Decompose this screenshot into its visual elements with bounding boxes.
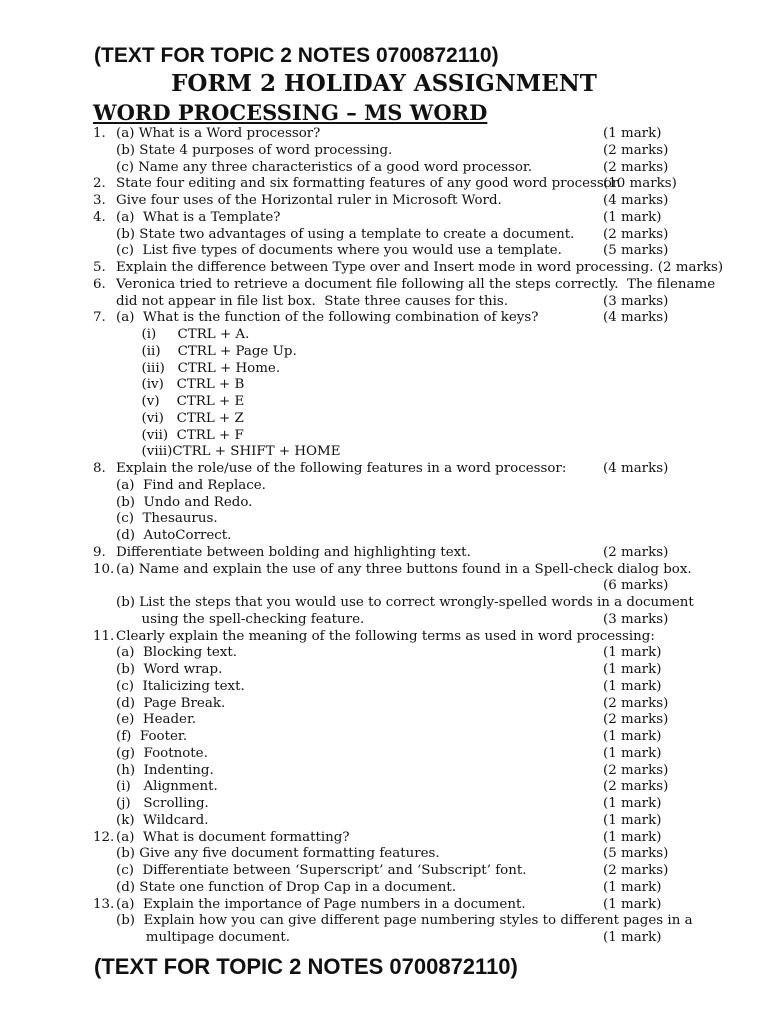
question-marks: (2 marks) bbox=[603, 226, 669, 242]
question-marks: (10 marks) bbox=[603, 176, 677, 192]
question-text: (a) What is a Template? bbox=[116, 209, 281, 225]
question-text: (ii) CTRL + Page Up. bbox=[116, 343, 297, 359]
question-text: did not appear in file list box. State three causes for this. bbox=[116, 293, 509, 309]
question-text: using the spell-checking feature. bbox=[116, 611, 365, 627]
question-marks: (5 marks) bbox=[603, 243, 669, 259]
question-text: (c) Name any three characteristics of a good word processor. bbox=[116, 159, 533, 175]
question-text: (vii) CTRL + F bbox=[116, 427, 244, 443]
question-marks: (2 marks) bbox=[603, 544, 669, 560]
question-marks: (1 mark) bbox=[603, 930, 662, 945]
question-number: 12. bbox=[93, 829, 115, 845]
question-number: 7. bbox=[93, 310, 106, 326]
question-text: (b) Give any five document formatting features. bbox=[116, 846, 440, 862]
question-text: (b) Word wrap. bbox=[116, 662, 223, 677]
question-marks: (1 mark) bbox=[603, 126, 662, 141]
question-text: (iii) CTRL + Home. bbox=[116, 360, 281, 376]
question-marks: (1 mark) bbox=[603, 645, 662, 661]
question-text: (a) What is the function of the following combination of keys? bbox=[116, 310, 539, 326]
question-text: (g) Footnote. bbox=[116, 745, 208, 761]
question-marks: (2 marks) bbox=[603, 159, 669, 175]
question-number: 5. bbox=[93, 260, 106, 275]
question-text: (iv) CTRL + B bbox=[116, 377, 245, 393]
question-number: 3. bbox=[93, 193, 106, 208]
question-text: (b) Undo and Redo. bbox=[116, 494, 253, 510]
question-text: (a) What is document formatting? bbox=[116, 829, 350, 845]
question-number: 2. bbox=[93, 176, 106, 192]
question-marks: (1 mark) bbox=[603, 812, 662, 828]
question-marks: (4 marks) bbox=[603, 310, 669, 326]
question-number: 9. bbox=[93, 544, 106, 560]
question-text: (e) Header. bbox=[116, 712, 197, 728]
question-text: Clearly explain the meaning of the following terms as used in word processing: bbox=[116, 628, 655, 644]
page-title: FORM 2 HOLIDAY ASSIGNMENT bbox=[171, 70, 597, 97]
question-text: (viii)CTRL + SHIFT + HOME bbox=[116, 444, 341, 460]
question-text: Explain the role/use of the following features in a word processor: bbox=[116, 461, 567, 476]
question-marks: (1 mark) bbox=[603, 829, 662, 845]
question-text: (c) Thesaurus. bbox=[116, 511, 218, 527]
question-number: 13. bbox=[93, 896, 115, 912]
question-marks: (1 mark) bbox=[603, 678, 662, 694]
question-number: 11. bbox=[93, 628, 115, 644]
question-text: (f) Footer. bbox=[116, 729, 188, 744]
question-text: (b) State two advantages of using a template to create a document. bbox=[116, 226, 575, 242]
question-text: (h) Indenting. bbox=[116, 762, 214, 778]
question-marks: (1 mark) bbox=[603, 662, 662, 677]
question-number: 10. bbox=[93, 561, 115, 577]
question-text: (b) List the steps that you would use to correct wrongly-spelled words in a document bbox=[116, 595, 694, 610]
question-marks: (1 mark) bbox=[603, 745, 662, 761]
question-text: (b) State 4 purposes of word processing. bbox=[116, 142, 393, 158]
question-text: State four editing and six formatting features of any good word processor. bbox=[116, 176, 622, 192]
question-text: (c) Italicizing text. bbox=[116, 678, 245, 694]
question-marks: (3 marks) bbox=[603, 293, 669, 309]
question-number: 1. bbox=[93, 126, 106, 141]
question-text: Explain the difference between Type over and Insert mode in word processing. (2 marks) bbox=[116, 260, 724, 275]
header-bottom: (TEXT FOR TOPIC 2 NOTES 0700872110) bbox=[94, 954, 518, 979]
question-text: (v) CTRL + E bbox=[116, 394, 245, 409]
question-marks: (2 marks) bbox=[603, 712, 669, 728]
question-number: 6. bbox=[93, 276, 106, 292]
question-text: (d) AutoCorrect. bbox=[116, 528, 232, 543]
question-text: Veronica tried to retrieve a document file following all the steps correctly. The filename bbox=[116, 276, 716, 292]
question-number: 4. bbox=[93, 209, 106, 225]
question-text: Give four uses of the Horizontal ruler in Microsoft Word. bbox=[116, 193, 502, 208]
question-marks: (3 marks) bbox=[603, 611, 669, 627]
question-marks: (2 marks) bbox=[603, 762, 669, 778]
question-marks: (6 marks) bbox=[603, 578, 669, 594]
question-text: (b) Explain how you can give different page numbering styles to different pages in a bbox=[116, 913, 693, 929]
question-text: (a) Explain the importance of Page numbers in a document. bbox=[116, 896, 526, 912]
question-text: (vi) CTRL + Z bbox=[116, 410, 244, 426]
question-text: (c) List five types of documents where you would use a template. bbox=[116, 243, 562, 259]
question-marks: (1 mark) bbox=[603, 896, 662, 912]
question-marks: (4 marks) bbox=[603, 193, 669, 208]
question-marks: (1 mark) bbox=[603, 729, 662, 744]
question-text: (k) Wildcard. bbox=[116, 812, 209, 828]
question-text: (j) Scrolling. bbox=[116, 796, 209, 811]
question-marks: (4 marks) bbox=[603, 461, 669, 476]
question-text: Differentiate between bolding and highlighting text. bbox=[116, 544, 471, 560]
question-text: (i) Alignment. bbox=[116, 779, 218, 795]
question-marks: (1 mark) bbox=[603, 796, 662, 811]
question-text: multipage document. bbox=[116, 930, 291, 945]
header-top: (TEXT FOR TOPIC 2 NOTES 0700872110) bbox=[94, 44, 499, 67]
page-subtitle: WORD PROCESSING – MS WORD bbox=[93, 100, 488, 125]
question-text: (a) Blocking text. bbox=[116, 645, 237, 661]
question-marks: (5 marks) bbox=[603, 846, 669, 862]
question-text: (c) Differentiate between ‘Superscript’ and ‘Subscript’ font. bbox=[116, 863, 527, 878]
question-marks: (2 marks) bbox=[603, 863, 669, 878]
question-text: (a) Find and Replace. bbox=[116, 477, 266, 493]
question-marks: (2 marks) bbox=[603, 142, 669, 158]
question-text: (i) CTRL + A. bbox=[116, 327, 250, 342]
question-number: 8. bbox=[93, 461, 106, 476]
question-text: (d) Page Break. bbox=[116, 695, 226, 711]
question-marks: (2 marks) bbox=[603, 779, 669, 795]
question-marks: (1 mark) bbox=[603, 879, 662, 895]
question-marks: (2 marks) bbox=[603, 695, 669, 711]
question-text: (d) State one function of Drop Cap in a document. bbox=[116, 879, 456, 895]
question-marks: (1 mark) bbox=[603, 209, 662, 225]
question-text: (a) Name and explain the use of any three buttons found in a Spell-check dialog box. bbox=[116, 561, 692, 577]
question-text: (a) What is a Word processor? bbox=[116, 126, 321, 141]
